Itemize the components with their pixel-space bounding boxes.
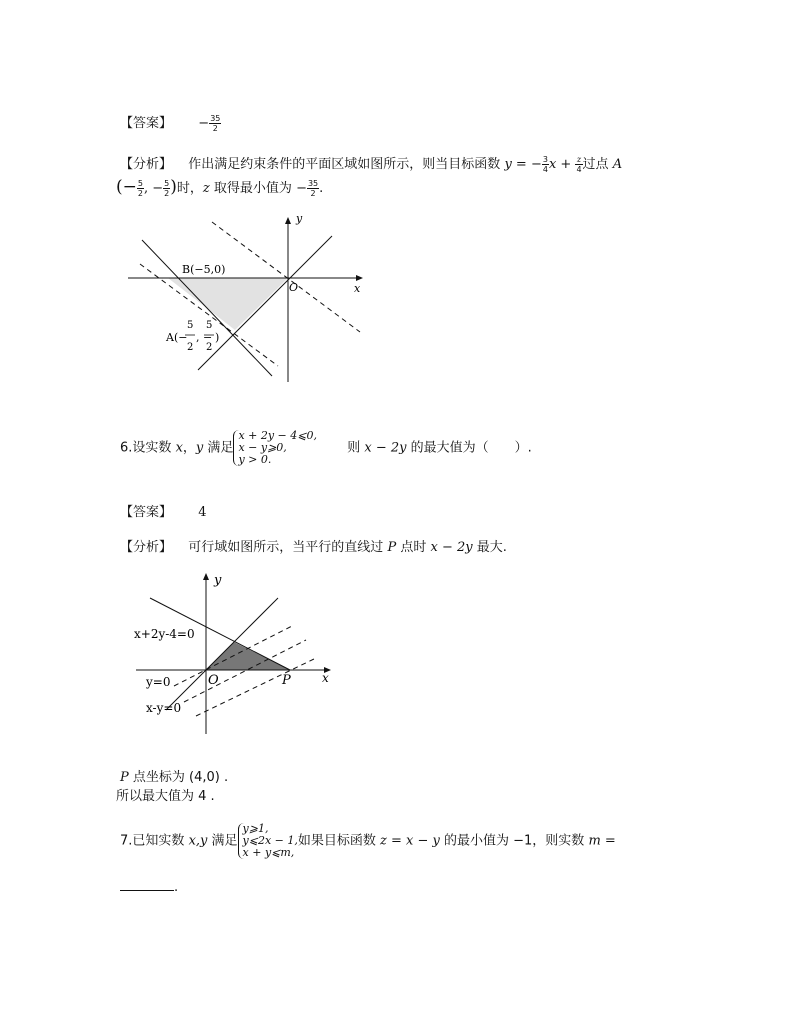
point-a-den2: 2 <box>206 342 213 353</box>
x-label: x <box>322 671 329 685</box>
point-a-label: A(− <box>166 331 188 344</box>
answer-fraction: $\frac{35}{2}$ <box>210 114 221 133</box>
p-var: P <box>120 770 129 785</box>
vars: x,y <box>188 833 208 849</box>
function-fraction-2: $\frac{z}{4}$ <box>576 155 582 174</box>
expression: x − 2y <box>430 540 473 555</box>
max-text: 所以最大值为 4 . <box>116 789 215 804</box>
point-fraction-1: $\frac{5}{2}$ <box>137 179 143 198</box>
min-text: 取得最小值为 <box>213 181 292 196</box>
comma: ， <box>182 440 196 456</box>
constraint-system: x + 2y − 4⩽0, x − y⩾0, y > 0. <box>233 430 317 466</box>
point-sep: , − <box>143 181 164 196</box>
question-number: 7. <box>120 833 133 849</box>
answer-sign: − <box>198 116 210 131</box>
var-y: y <box>195 440 204 456</box>
question-text-3: 如果目标函数 <box>297 833 376 849</box>
y-label: y <box>296 212 303 225</box>
feasible-region <box>206 642 290 670</box>
expression: x − 2y <box>364 440 407 456</box>
point-b-label: B(−5,0) <box>182 263 226 276</box>
x-label: x <box>354 282 361 295</box>
point-a-den1: 2 <box>187 342 194 353</box>
analysis-5-line2 <box>116 177 323 198</box>
coord-line <box>120 766 228 785</box>
z-var: z <box>202 181 210 196</box>
point-a-close: ) <box>215 331 220 344</box>
question-text-2: 满足 <box>211 833 238 849</box>
blank-end: . <box>174 880 179 895</box>
question-6 <box>120 430 532 466</box>
coord-text: 点坐标为 (4,0) . <box>132 770 229 785</box>
point-p-label: P <box>282 673 291 688</box>
time-text: 时， <box>176 181 203 196</box>
origin-label: O <box>208 673 219 688</box>
y-label: y <box>214 573 222 588</box>
function-fraction-1: $\frac{3}{4}$ <box>542 155 548 174</box>
analysis-label: 【分析】 <box>120 540 173 555</box>
analysis-text-2: 点时 <box>400 540 427 555</box>
question-text-3: 则 <box>347 440 361 456</box>
objective-function: y = − <box>504 157 542 172</box>
graph-2 <box>130 568 340 740</box>
question-text: 已知实数 <box>132 833 185 849</box>
origin-label: O <box>289 281 299 294</box>
p-var: P <box>387 540 397 555</box>
min-sign: − <box>296 181 307 196</box>
line-label-2: y=0 <box>146 675 171 689</box>
analysis-5-line1 <box>120 153 622 174</box>
point-a-sep: , − <box>196 331 213 344</box>
question-text-4: 的最小值为 −1，则实数 <box>444 833 585 849</box>
max-line <box>116 785 215 804</box>
answer-5-row <box>120 112 221 133</box>
constraint-system: y⩾1, y⩽2x − 1, x + y⩽m, <box>238 823 298 859</box>
answer-blank-row <box>120 880 178 895</box>
analysis-6-row <box>120 536 507 555</box>
analysis-text-3: 最大. <box>476 540 507 555</box>
line-label-3: x-y=0 <box>146 701 182 715</box>
var-x: x <box>175 440 183 456</box>
function-mid: x + <box>548 157 572 172</box>
analysis-text: 可行域如图所示，当平行的直线过 <box>188 540 384 555</box>
point-open: (− <box>116 177 137 197</box>
point-close: ) <box>170 177 177 197</box>
point-a-num1: 5 <box>187 320 194 331</box>
answer-label: 【答案】 <box>120 505 173 520</box>
pass-text: 过点 <box>582 157 609 172</box>
point-fraction-2: $\frac{5}{2}$ <box>164 179 170 198</box>
line-label-1: x+2y-4=0 <box>134 627 195 641</box>
analysis-label: 【分析】 <box>120 157 173 172</box>
question-number: 6. <box>120 440 133 456</box>
analysis-text: 作出满足约束条件的平面区域如图所示，则当目标函数 <box>188 157 501 172</box>
answer-blank[interactable] <box>120 890 174 891</box>
answer-value: 4 <box>198 505 207 520</box>
question-7 <box>120 823 616 859</box>
min-end: . <box>319 181 324 196</box>
answer-6-row <box>120 501 207 520</box>
point-name: A <box>612 157 623 172</box>
point-a-num2: 5 <box>206 320 213 331</box>
question-text-2: 满足 <box>207 440 234 456</box>
answer-label: 【答案】 <box>120 116 173 131</box>
m-equals: m = <box>588 833 616 849</box>
question-text-4: 的最大值为（ ）. <box>410 440 532 456</box>
graph-1 <box>120 210 380 390</box>
question-text: 设实数 <box>132 440 172 456</box>
min-fraction: $\frac{35}{2}$ <box>307 179 319 198</box>
objective-function: z = x − y <box>380 833 440 849</box>
